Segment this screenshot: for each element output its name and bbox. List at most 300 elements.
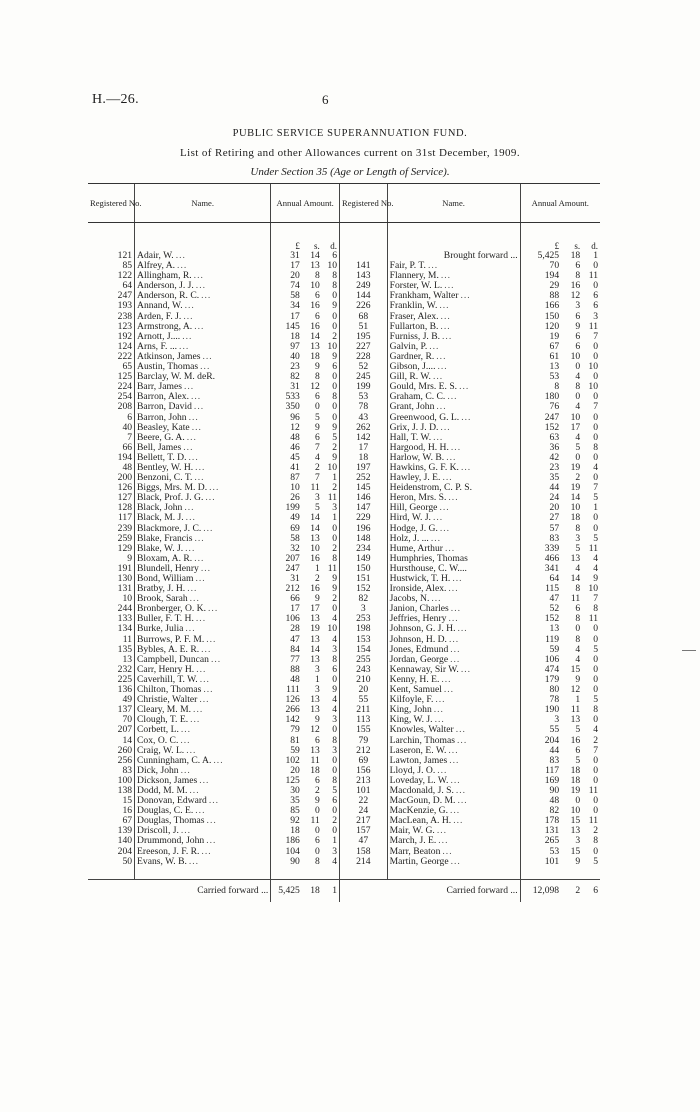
pensioner-name: Craig, W. L. xyxy=(137,744,185,756)
pensioner-name: Bronberger, O. K. xyxy=(137,603,207,615)
amount-pounds: 13 xyxy=(520,362,561,372)
amount-pounds: 81 xyxy=(271,736,302,746)
amount-pence: 5 xyxy=(593,694,598,706)
amount-pence: 1 xyxy=(332,835,337,847)
amount-shillings: 6 xyxy=(575,744,581,756)
registered-no: 244 xyxy=(117,603,133,615)
leader-dots: ... xyxy=(455,784,467,796)
amount-shillings: 3 xyxy=(314,492,320,504)
amount-shillings: 7 xyxy=(314,441,320,453)
registered-no: 55 xyxy=(340,695,388,705)
leader-dots: ... xyxy=(448,492,459,504)
pensioner-name: Hawkins, G. F. K. xyxy=(389,461,459,473)
pensioner-name: Janion, Charles xyxy=(389,603,449,615)
registered-no: 22 xyxy=(340,796,388,806)
registered-no: 14 xyxy=(122,734,133,746)
registered-no: 198 xyxy=(340,624,388,634)
pensioner-name: Black, John xyxy=(137,502,183,514)
pensioner-name-wrap xyxy=(137,725,268,735)
pensioner-name: Gardner, R. xyxy=(389,350,435,362)
leader-dots: ... xyxy=(183,310,194,322)
pensioner-name: Blundell, Henry xyxy=(137,562,199,574)
pensioner-name: Burke, Julia xyxy=(137,623,184,635)
amount-shillings: 13 xyxy=(310,633,320,645)
amount-pence: 11 xyxy=(327,562,337,574)
amount-shillings: 13 xyxy=(310,260,320,272)
amount-pence: 3 xyxy=(332,845,337,857)
leader-dots: ... xyxy=(460,290,471,302)
leader-dots: ... xyxy=(447,391,458,403)
amount-shillings: 5 xyxy=(575,441,581,453)
amount-shillings: 5 xyxy=(314,502,320,514)
amount-pounds: 34 xyxy=(271,301,302,311)
registered-no: 239 xyxy=(117,522,133,534)
pensioner-name: Black, M. J. xyxy=(137,512,184,524)
pensioner-name: Fraser, Alex. xyxy=(389,310,439,322)
amount-pence: 0 xyxy=(332,381,337,393)
registered-no: 141 xyxy=(340,261,388,271)
leader-dots: ... xyxy=(440,310,451,322)
amount-shillings: 3 xyxy=(575,532,581,544)
pensioner-name: Bond, William xyxy=(137,573,194,584)
pensioner-name: Franklin, W. xyxy=(389,300,438,312)
amount-shillings: 9 xyxy=(314,361,320,373)
pensioner-name-cell xyxy=(387,402,520,412)
leader-dots: ... xyxy=(449,805,461,817)
amount-pounds: 20 xyxy=(520,503,561,513)
leader-dots: ... xyxy=(205,492,216,504)
pensioner-name-wrap xyxy=(390,402,518,412)
amount-pence: 7 xyxy=(593,330,598,342)
amount-pence: 0 xyxy=(593,633,598,645)
amount-pence: 2 xyxy=(593,825,598,837)
leader-dots: ... xyxy=(195,613,207,625)
allowances-table xyxy=(88,183,600,902)
registered-no: 194 xyxy=(117,451,133,463)
registered-no: 197 xyxy=(340,463,388,473)
amount-pounds: 145 xyxy=(271,322,302,332)
leader-dots: ... xyxy=(195,805,206,817)
amount-pence: 4 xyxy=(593,724,598,736)
pensioner-name: Frankham, Walter xyxy=(389,290,459,302)
registered-no: 53 xyxy=(340,392,388,402)
registered-no: 225 xyxy=(117,673,133,685)
amount-pounds: 57 xyxy=(520,524,561,534)
amount-pounds: 212 xyxy=(271,584,302,594)
amount-shillings: 7 xyxy=(314,472,320,484)
amount-shillings: 9 xyxy=(314,795,320,807)
registered-no: 100 xyxy=(117,774,133,786)
leader-dots: ... xyxy=(453,815,464,827)
amount-pounds: 31 xyxy=(271,574,302,584)
amount-pence: 11 xyxy=(588,784,598,796)
amount-pence: 9 xyxy=(332,421,337,433)
leader-dots: ... xyxy=(209,482,220,494)
amount-pence: 8 xyxy=(332,552,337,564)
registered-no: 124 xyxy=(117,340,133,352)
leader-dots: ... xyxy=(440,270,452,282)
pensioner-name: Benzoni, C. T. xyxy=(137,472,193,484)
registered-no: 149 xyxy=(340,554,388,564)
leader-dots: ... xyxy=(175,250,186,261)
amount-pounds: 47 xyxy=(520,594,561,604)
pensioner-name: Jeffries, Henry xyxy=(389,613,447,625)
amount-pounds: 53 xyxy=(520,847,561,857)
amount-shillings: 6 xyxy=(314,734,320,746)
registered-no: 147 xyxy=(340,503,388,513)
amount-pounds: 3 xyxy=(520,715,561,725)
amount-pence: 0 xyxy=(593,260,598,272)
registered-no: 6 xyxy=(127,411,133,423)
leader-dots: ... xyxy=(440,421,451,433)
amount-shillings: 8 xyxy=(575,583,581,595)
amount-pounds: 186 xyxy=(271,836,302,846)
amount-shillings: 14 xyxy=(310,512,320,524)
amount-pence: 3 xyxy=(332,643,337,655)
registered-no: 15 xyxy=(122,795,133,807)
registered-no: 254 xyxy=(117,391,133,403)
amount-shillings: 9 xyxy=(314,714,320,726)
pensioner-name: Grix, J. J. D. xyxy=(389,421,439,433)
registered-no: 83 xyxy=(122,764,133,776)
registered-no: 155 xyxy=(340,725,388,735)
amount-shillings: 13 xyxy=(310,340,320,352)
registered-no: 70 xyxy=(122,714,133,726)
empty-cell xyxy=(271,867,302,880)
registered-no: 113 xyxy=(340,715,388,725)
amount-shillings: 0 xyxy=(314,825,320,837)
amount-shillings: 16 xyxy=(570,280,581,292)
amount-pence: 0 xyxy=(593,512,598,524)
amount-shillings: 0 xyxy=(314,805,320,817)
leader-dots: ... xyxy=(191,421,202,433)
amount-pence: 10 xyxy=(327,623,337,635)
pensioner-name: Gibson, J.... xyxy=(389,361,436,373)
amount-shillings: 16 xyxy=(310,552,320,564)
amount-pounds: 90 xyxy=(520,786,561,796)
pensioner-name: March, J. E. xyxy=(389,835,437,847)
column-header-annual-amount: Annual Amount. xyxy=(271,184,340,223)
pensioner-name: Barr, James xyxy=(137,381,182,393)
leader-dots: ... xyxy=(199,774,210,786)
leader-dots: ... xyxy=(429,340,440,352)
amount-shillings: 14 xyxy=(310,522,320,534)
amount-pence: 8 xyxy=(332,653,337,665)
amount-pounds: 85 xyxy=(271,806,302,816)
pensioner-name: Laseron, E. W. xyxy=(389,744,447,756)
registered-no: 20 xyxy=(340,685,388,695)
amount-shillings: 8 xyxy=(314,371,320,383)
leader-dots: ... xyxy=(444,280,455,292)
registered-no: 137 xyxy=(117,704,133,716)
amount-shillings: 10 xyxy=(570,805,581,817)
amount-pounds: 194 xyxy=(520,271,561,281)
leader-dots: ... xyxy=(206,815,217,827)
amount-pence: 0 xyxy=(332,603,337,615)
registered-no: 127 xyxy=(117,492,133,504)
amount-shillings: 10 xyxy=(570,502,581,514)
amount-pounds: 52 xyxy=(520,604,561,614)
pensioner-name: Hursthouse, C. W.... xyxy=(389,562,467,574)
amount-pence: 4 xyxy=(593,562,598,574)
amount-shillings: 9 xyxy=(575,855,581,867)
pensioner-name: Driscoll, J. xyxy=(137,825,179,837)
leader-dots: ... xyxy=(189,593,200,605)
amount-shillings: 0 xyxy=(575,361,581,373)
leader-dots: ... xyxy=(457,623,468,635)
pensioner-name: Hargood, H. H. xyxy=(389,441,449,453)
amount-shillings: 13 xyxy=(570,825,581,837)
amount-pounds: 18 xyxy=(271,332,302,342)
amount-shillings: 1 xyxy=(314,673,320,685)
amount-shillings: 0 xyxy=(314,845,320,857)
amount-shillings: 18 xyxy=(570,774,581,786)
registered-no: 232 xyxy=(117,663,133,675)
amount-shillings: 0 xyxy=(314,401,320,413)
leader-dots: ... xyxy=(449,754,460,766)
carried-forward-pence: 1 xyxy=(322,879,340,902)
amount-pounds: 80 xyxy=(520,685,561,695)
leader-dots: ... xyxy=(460,461,472,473)
spacer-row xyxy=(88,867,600,880)
amount-pence: 11 xyxy=(588,815,598,827)
leader-dots: ... xyxy=(438,835,449,847)
registered-no: 204 xyxy=(117,845,133,857)
amount-pence: 3 xyxy=(332,744,337,756)
pensioner-name: Austin, Thomas xyxy=(137,361,199,373)
amount-shillings: 15 xyxy=(570,663,581,675)
amount-pence: 3 xyxy=(593,310,598,322)
amount-pounds: 178 xyxy=(520,816,561,826)
pensioner-name: Biggs, Mrs. M. D. xyxy=(137,482,208,494)
amount-shillings: 12 xyxy=(310,724,320,736)
amount-shillings: 2 xyxy=(314,461,320,473)
amount-pounds: 46 xyxy=(271,443,302,453)
carried-forward-label: Carried forward ... xyxy=(340,879,521,902)
amount-pounds: 19 xyxy=(520,332,561,342)
amount-pounds: 102 xyxy=(271,756,302,766)
amount-pounds: 48 xyxy=(271,675,302,685)
leader-dots: ... xyxy=(461,411,472,423)
leader-dots: ... xyxy=(201,845,212,857)
amount-pence: 2 xyxy=(332,330,337,342)
amount-pence: 0 xyxy=(332,724,337,736)
leader-dots: ... xyxy=(430,532,442,544)
amount-pence: 0 xyxy=(593,774,598,786)
registered-no: 260 xyxy=(117,744,133,756)
registered-no: 136 xyxy=(117,684,133,696)
amount-shillings: 13 xyxy=(570,552,581,564)
carried-forward-pounds: 12,098 xyxy=(520,879,561,902)
amount-pounds: 179 xyxy=(520,675,561,685)
amount-pounds: 23 xyxy=(520,463,561,473)
registered-no: 143 xyxy=(340,271,388,281)
registered-no: 40 xyxy=(122,421,133,433)
amount-pounds: 31 xyxy=(271,251,302,261)
column-header-annual-amount: Annual Amount. xyxy=(520,184,600,223)
amount-shillings: 6 xyxy=(314,310,320,322)
leader-dots: ... xyxy=(186,431,197,443)
registered-no: 192 xyxy=(117,330,133,342)
leader-dots: ... xyxy=(188,855,200,867)
leader-dots: ... xyxy=(457,734,468,746)
header-row xyxy=(88,184,600,223)
leader-dots: ... xyxy=(431,593,442,605)
carried-forward-label: Carried forward ... xyxy=(88,879,271,902)
amount-pounds: 466 xyxy=(520,554,561,564)
amount-shillings: 4 xyxy=(575,401,581,413)
amount-pounds: 58 xyxy=(271,534,302,544)
leader-dots: ... xyxy=(459,381,470,393)
pensioner-name: MacKenzie, G. xyxy=(389,805,448,817)
amount-shillings: 8 xyxy=(314,270,320,282)
amount-pence: 6 xyxy=(332,795,337,807)
amount-shillings: 15 xyxy=(570,815,581,827)
amount-pence: 0 xyxy=(332,825,337,837)
pensioner-name: Black, Prof. J. G. xyxy=(137,492,204,504)
amount-pence: 5 xyxy=(593,492,598,504)
amount-pounds: 20 xyxy=(271,271,302,281)
leader-dots: ... xyxy=(183,441,194,453)
pensioner-name: Bybles, A. E. R. xyxy=(137,643,200,655)
amount-pence: 0 xyxy=(593,340,598,352)
amount-pounds: 59 xyxy=(271,746,302,756)
pensioner-name: Bloxam, A. R. xyxy=(137,552,193,564)
pensioner-name: Hill, George xyxy=(389,502,438,514)
leader-dots: ... xyxy=(437,764,448,776)
pensioner-name: King, W. J. xyxy=(389,714,433,726)
amount-shillings: 14 xyxy=(310,330,320,342)
amount-pounds: 204 xyxy=(520,736,561,746)
pensioner-name: Knowles, Walter xyxy=(389,724,454,736)
pensioner-name: Graham, C. C. xyxy=(389,391,446,403)
amount-pounds: 126 xyxy=(271,695,302,705)
leader-dots: ... xyxy=(200,361,211,373)
amount-pounds: 266 xyxy=(271,705,302,715)
amount-pounds: 533 xyxy=(271,392,302,402)
pensioner-name: Dickson, James xyxy=(137,774,198,786)
amount-pence: 0 xyxy=(593,411,598,423)
amount-shillings: 6 xyxy=(314,774,320,786)
amount-pence: 0 xyxy=(593,805,598,817)
unit-pounds: £ xyxy=(520,235,561,251)
leader-dots: ... xyxy=(187,583,198,595)
registered-no: 125 xyxy=(117,371,133,383)
leader-dots: ... xyxy=(448,613,459,625)
leader-dots: ... xyxy=(440,320,451,332)
registered-no: 245 xyxy=(340,372,388,382)
amount-pounds: 63 xyxy=(520,433,561,443)
amount-pence: 3 xyxy=(332,502,337,514)
amount-shillings: 4 xyxy=(575,431,581,443)
leader-dots: ... xyxy=(203,684,214,696)
registered-no: 259 xyxy=(117,532,133,544)
leader-dots: ... xyxy=(185,623,196,635)
column-header-registered-no: Registered No. xyxy=(88,184,135,223)
leader-dots: ... xyxy=(208,795,220,807)
amount-shillings: 6 xyxy=(314,431,320,443)
amount-pence: 0 xyxy=(332,320,337,332)
pensioner-name: Donovan, Edward xyxy=(137,795,207,807)
amount-pounds: 101 xyxy=(520,857,561,867)
amount-pence: 8 xyxy=(593,835,598,847)
registered-no: 64 xyxy=(122,280,133,292)
pensioner-name: Carr, Henry H. xyxy=(137,663,195,675)
pensioner-name: Blackmore, J. C. xyxy=(137,522,202,534)
amount-pounds: 106 xyxy=(520,655,561,665)
amount-pounds: 92 xyxy=(271,816,302,826)
pensioner-name: Humphries, Thomas xyxy=(389,552,468,564)
amount-shillings: 9 xyxy=(575,673,581,685)
amount-pence: 2 xyxy=(593,734,598,746)
amount-shillings: 11 xyxy=(570,704,581,716)
amount-shillings: 6 xyxy=(314,290,320,302)
amount-shillings: 0 xyxy=(575,451,581,463)
amount-pence: 0 xyxy=(593,472,598,484)
registered-no: 191 xyxy=(117,562,133,574)
amount-shillings: 8 xyxy=(575,270,581,282)
amount-shillings: 9 xyxy=(575,320,581,332)
amount-pounds: 125 xyxy=(271,776,302,786)
amount-shillings: 19 xyxy=(570,784,581,796)
amount-pence: 9 xyxy=(332,573,337,584)
amount-pounds: 131 xyxy=(520,826,561,836)
empty-cell xyxy=(88,867,135,880)
amount-shillings: 16 xyxy=(310,583,320,595)
amount-pounds: 31 xyxy=(271,382,302,392)
amount-pounds: 53 xyxy=(520,372,561,382)
pensioner-name: Christie, Walter xyxy=(137,694,198,706)
pensioner-name: Burrows, P. F. M. xyxy=(137,633,205,645)
registered-no: 11 xyxy=(122,633,133,645)
amount-pounds: 35 xyxy=(271,796,302,806)
leader-dots: ... xyxy=(206,835,217,847)
pensioner-name: Caverhill, T. W. xyxy=(137,673,198,685)
amount-pence: 0 xyxy=(593,673,598,685)
registered-no: 207 xyxy=(117,724,133,736)
registered-no: 228 xyxy=(340,352,388,362)
amount-pence: 2 xyxy=(332,542,337,554)
amount-pence: 10 xyxy=(327,461,337,473)
amount-pence: 9 xyxy=(332,300,337,312)
amount-pence: 0 xyxy=(332,532,337,544)
registered-no: 50 xyxy=(122,855,133,867)
registered-no: 43 xyxy=(340,413,388,423)
pensioner-name: Furniss, J. B. xyxy=(389,330,441,342)
carried-forward-shillings: 18 xyxy=(302,879,322,902)
leader-dots: ... xyxy=(188,411,199,423)
amount-shillings: 19 xyxy=(310,623,320,635)
pensioner-name: Cunningham, C. A. xyxy=(137,754,212,766)
amount-shillings: 11 xyxy=(310,482,320,494)
amount-pounds: 59 xyxy=(520,645,561,655)
registered-no: 214 xyxy=(340,857,388,867)
leader-dots: ... xyxy=(436,350,447,362)
amount-shillings: 6 xyxy=(575,310,581,322)
pensioner-name: Beasley, Kate xyxy=(137,421,190,433)
registered-no: 13 xyxy=(122,653,133,665)
leader-dots: ... xyxy=(439,300,450,312)
amount-pence: 0 xyxy=(332,411,337,423)
amount-shillings: 4 xyxy=(314,451,320,463)
amount-pounds: 58 xyxy=(271,291,302,301)
amount-pence: 4 xyxy=(332,694,337,706)
registered-no: 154 xyxy=(340,645,388,655)
document-reference: H.—26. xyxy=(92,92,139,107)
amount-pence: 4 xyxy=(332,855,337,867)
registered-no: 210 xyxy=(340,675,388,685)
amount-pounds: 20 xyxy=(271,766,302,776)
